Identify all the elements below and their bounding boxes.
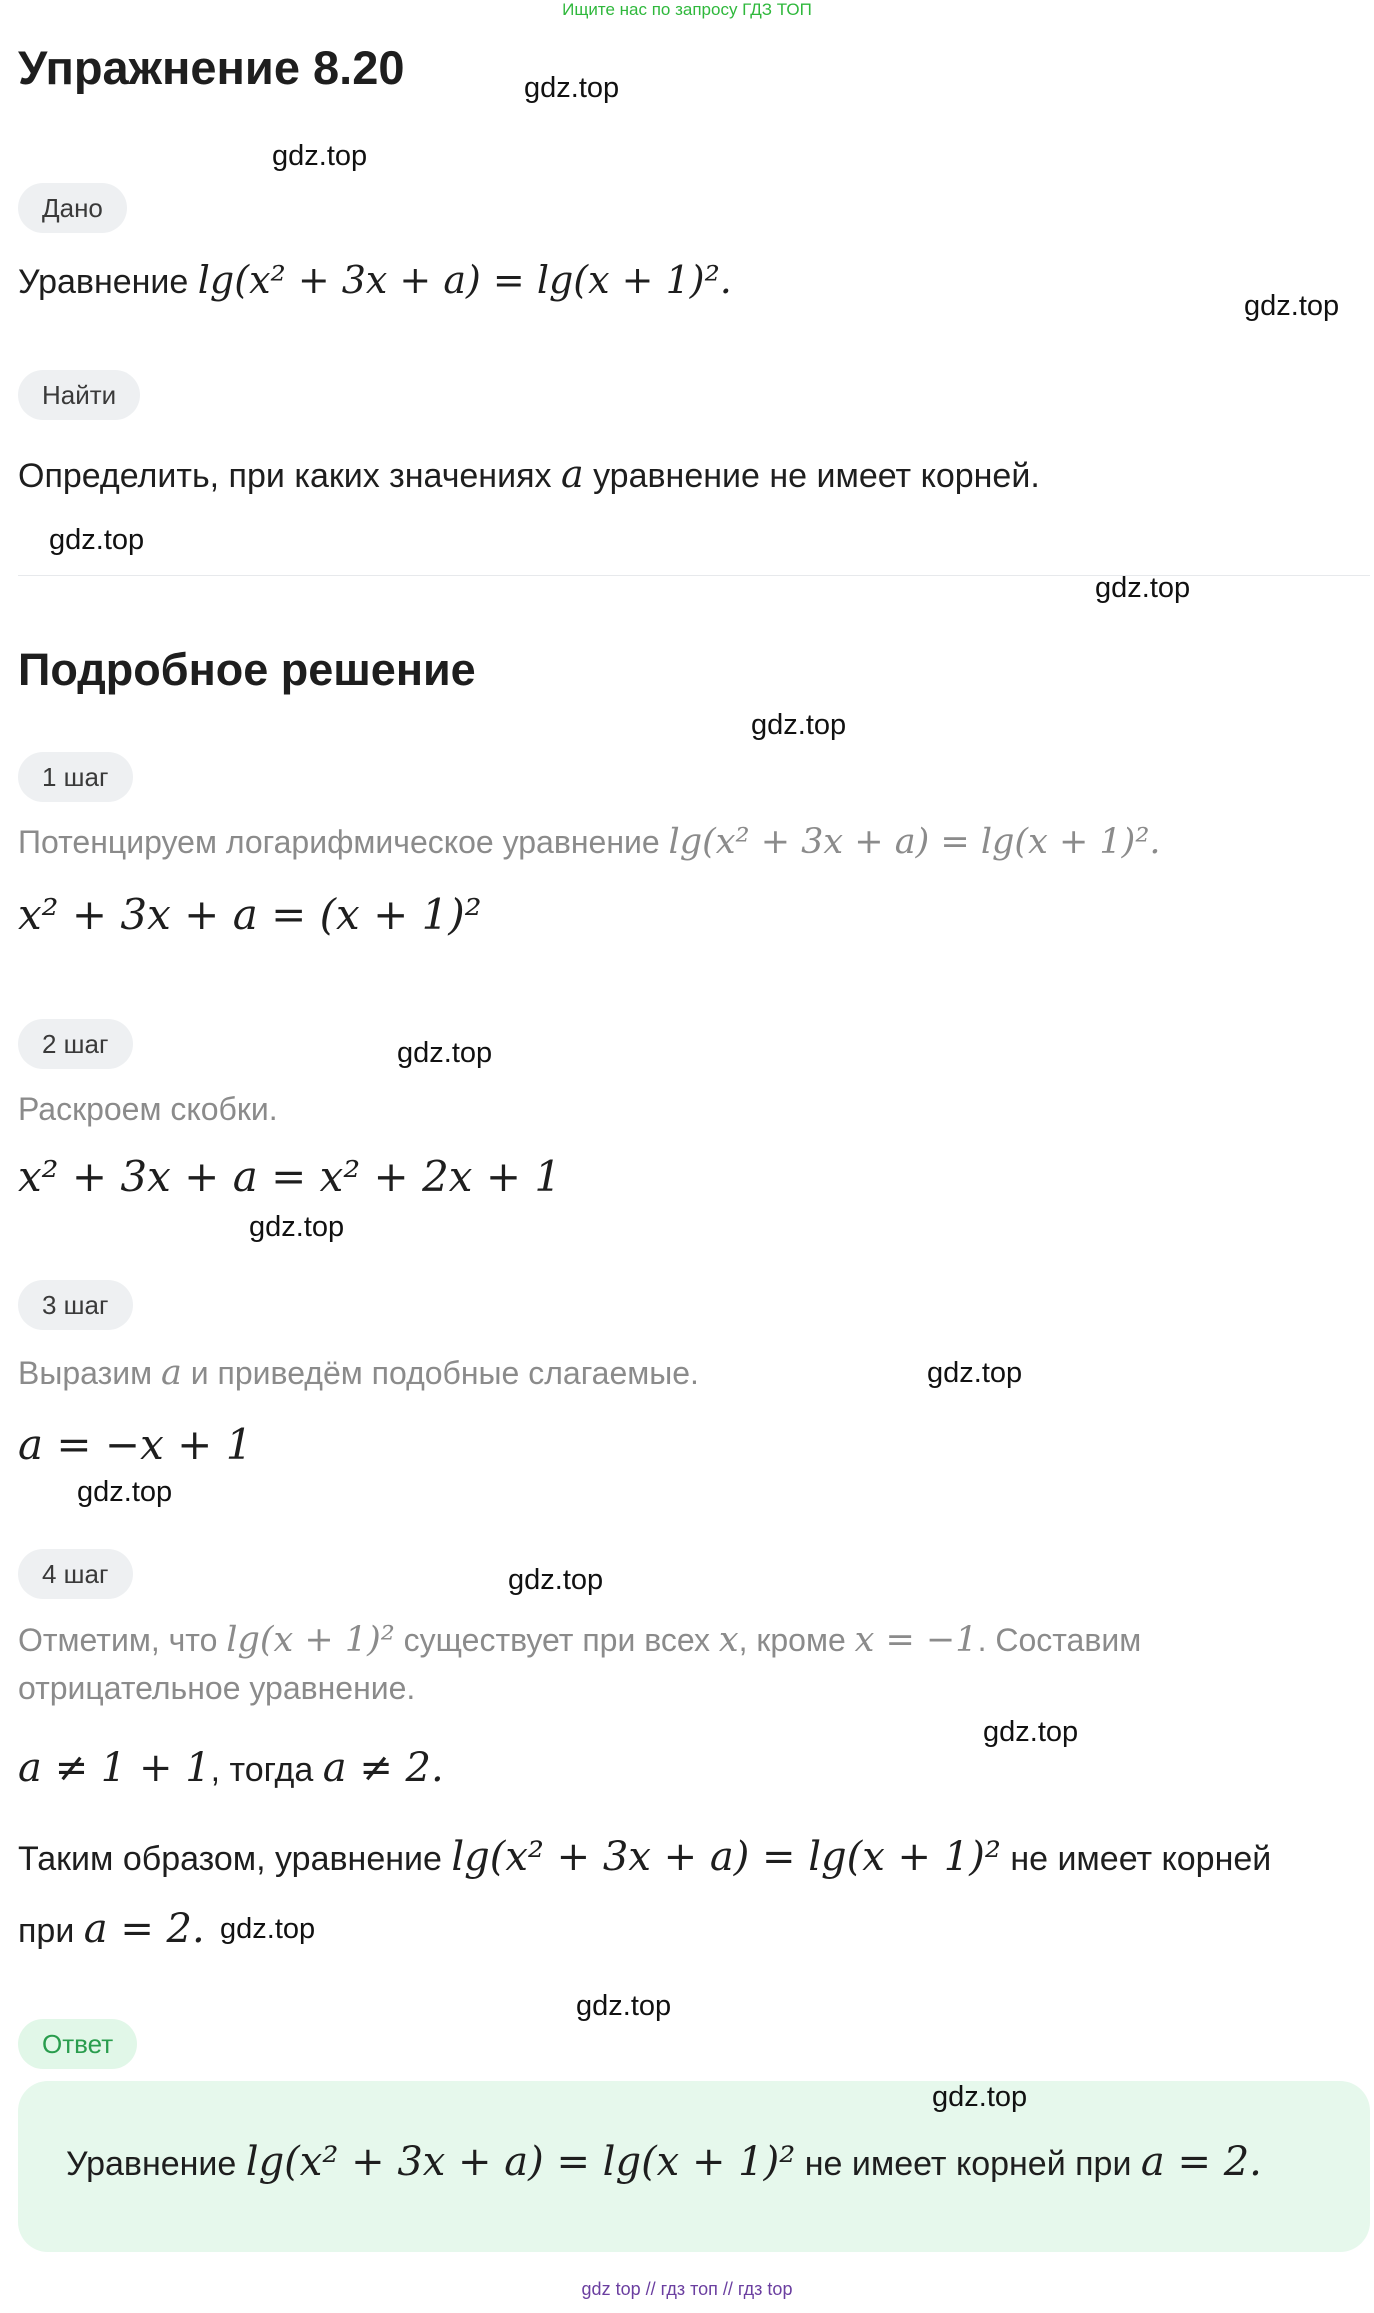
- step-4-description-line-1: Отметим, что lg(x + 1)² существует при всех x, кроме x = −1. Составим: [18, 1620, 1142, 1660]
- conclusion-line-2: при a = 2.: [18, 1906, 205, 1952]
- given-chip: Дано: [18, 183, 127, 233]
- step-4-chip: 4 шаг: [18, 1549, 133, 1599]
- watermark: gdz.top: [249, 1211, 345, 1243]
- watermark: gdz.top: [272, 140, 368, 172]
- watermark: gdz.top: [524, 72, 620, 104]
- find-chip: Найти: [18, 370, 140, 420]
- watermark: gdz.top: [983, 1716, 1079, 1748]
- step-1-chip: 1 шаг: [18, 752, 133, 802]
- solution-title: Подробное решение: [18, 644, 476, 695]
- watermark: gdz.top: [220, 1913, 316, 1945]
- step-1-formula: x² + 3x + a = (x + 1)²: [18, 890, 482, 939]
- answer-box: [18, 2081, 1370, 2252]
- step-3-description: Выразим a и приведём подобные слагаемые.: [18, 1353, 699, 1393]
- step-2-chip: 2 шаг: [18, 1019, 133, 1069]
- step-2-description: Раскроем скобки.: [18, 1091, 278, 1127]
- watermark: gdz.top: [576, 1990, 672, 2022]
- find-statement: Определить, при каких значениях a уравнение не имеет корней.: [18, 452, 1040, 496]
- watermark: gdz.top: [751, 709, 847, 741]
- answer-chip: Ответ: [18, 2019, 137, 2069]
- step-4-description-line-2: отрицательное уравнение.: [18, 1670, 416, 1706]
- answer-text: Уравнение lg(x² + 3x + a) = lg(x + 1)² не имеет корней при a = 2.: [66, 2139, 1262, 2185]
- footer-links: gdz top // гдз топ // гдз top: [581, 2279, 793, 2299]
- watermark: gdz.top: [1095, 572, 1191, 604]
- step-3-formula: a = −x + 1: [18, 1420, 253, 1469]
- step-4-result: a ≠ 1 + 1, тогда a ≠ 2.: [18, 1745, 444, 1791]
- step-2-formula: x² + 3x + a = x² + 2x + 1: [18, 1152, 562, 1201]
- top-banner: Ищите нас по запросу ГДЗ ТОП: [562, 0, 812, 19]
- watermark: gdz.top: [77, 1476, 173, 1508]
- watermark: gdz.top: [397, 1037, 493, 1069]
- step-1-description: Потенцируем логарифмическое уравнение lg(x² + 3x + a) = lg(x + 1)².: [18, 822, 1161, 862]
- given-statement: Уравнение lg(x² + 3x + a) = lg(x + 1)².: [18, 258, 732, 302]
- step-3-chip: 3 шаг: [18, 1280, 133, 1330]
- watermark: gdz.top: [932, 2081, 1028, 2113]
- watermark: gdz.top: [1244, 290, 1340, 322]
- conclusion-line-1: Таким образом, уравнение lg(x² + 3x + a) = lg(x + 1)² не имеет корней: [18, 1834, 1272, 1880]
- page-title: Упражнение 8.20: [18, 41, 405, 94]
- watermark: gdz.top: [49, 524, 145, 556]
- watermark: gdz.top: [508, 1564, 604, 1596]
- watermark: gdz.top: [927, 1357, 1023, 1389]
